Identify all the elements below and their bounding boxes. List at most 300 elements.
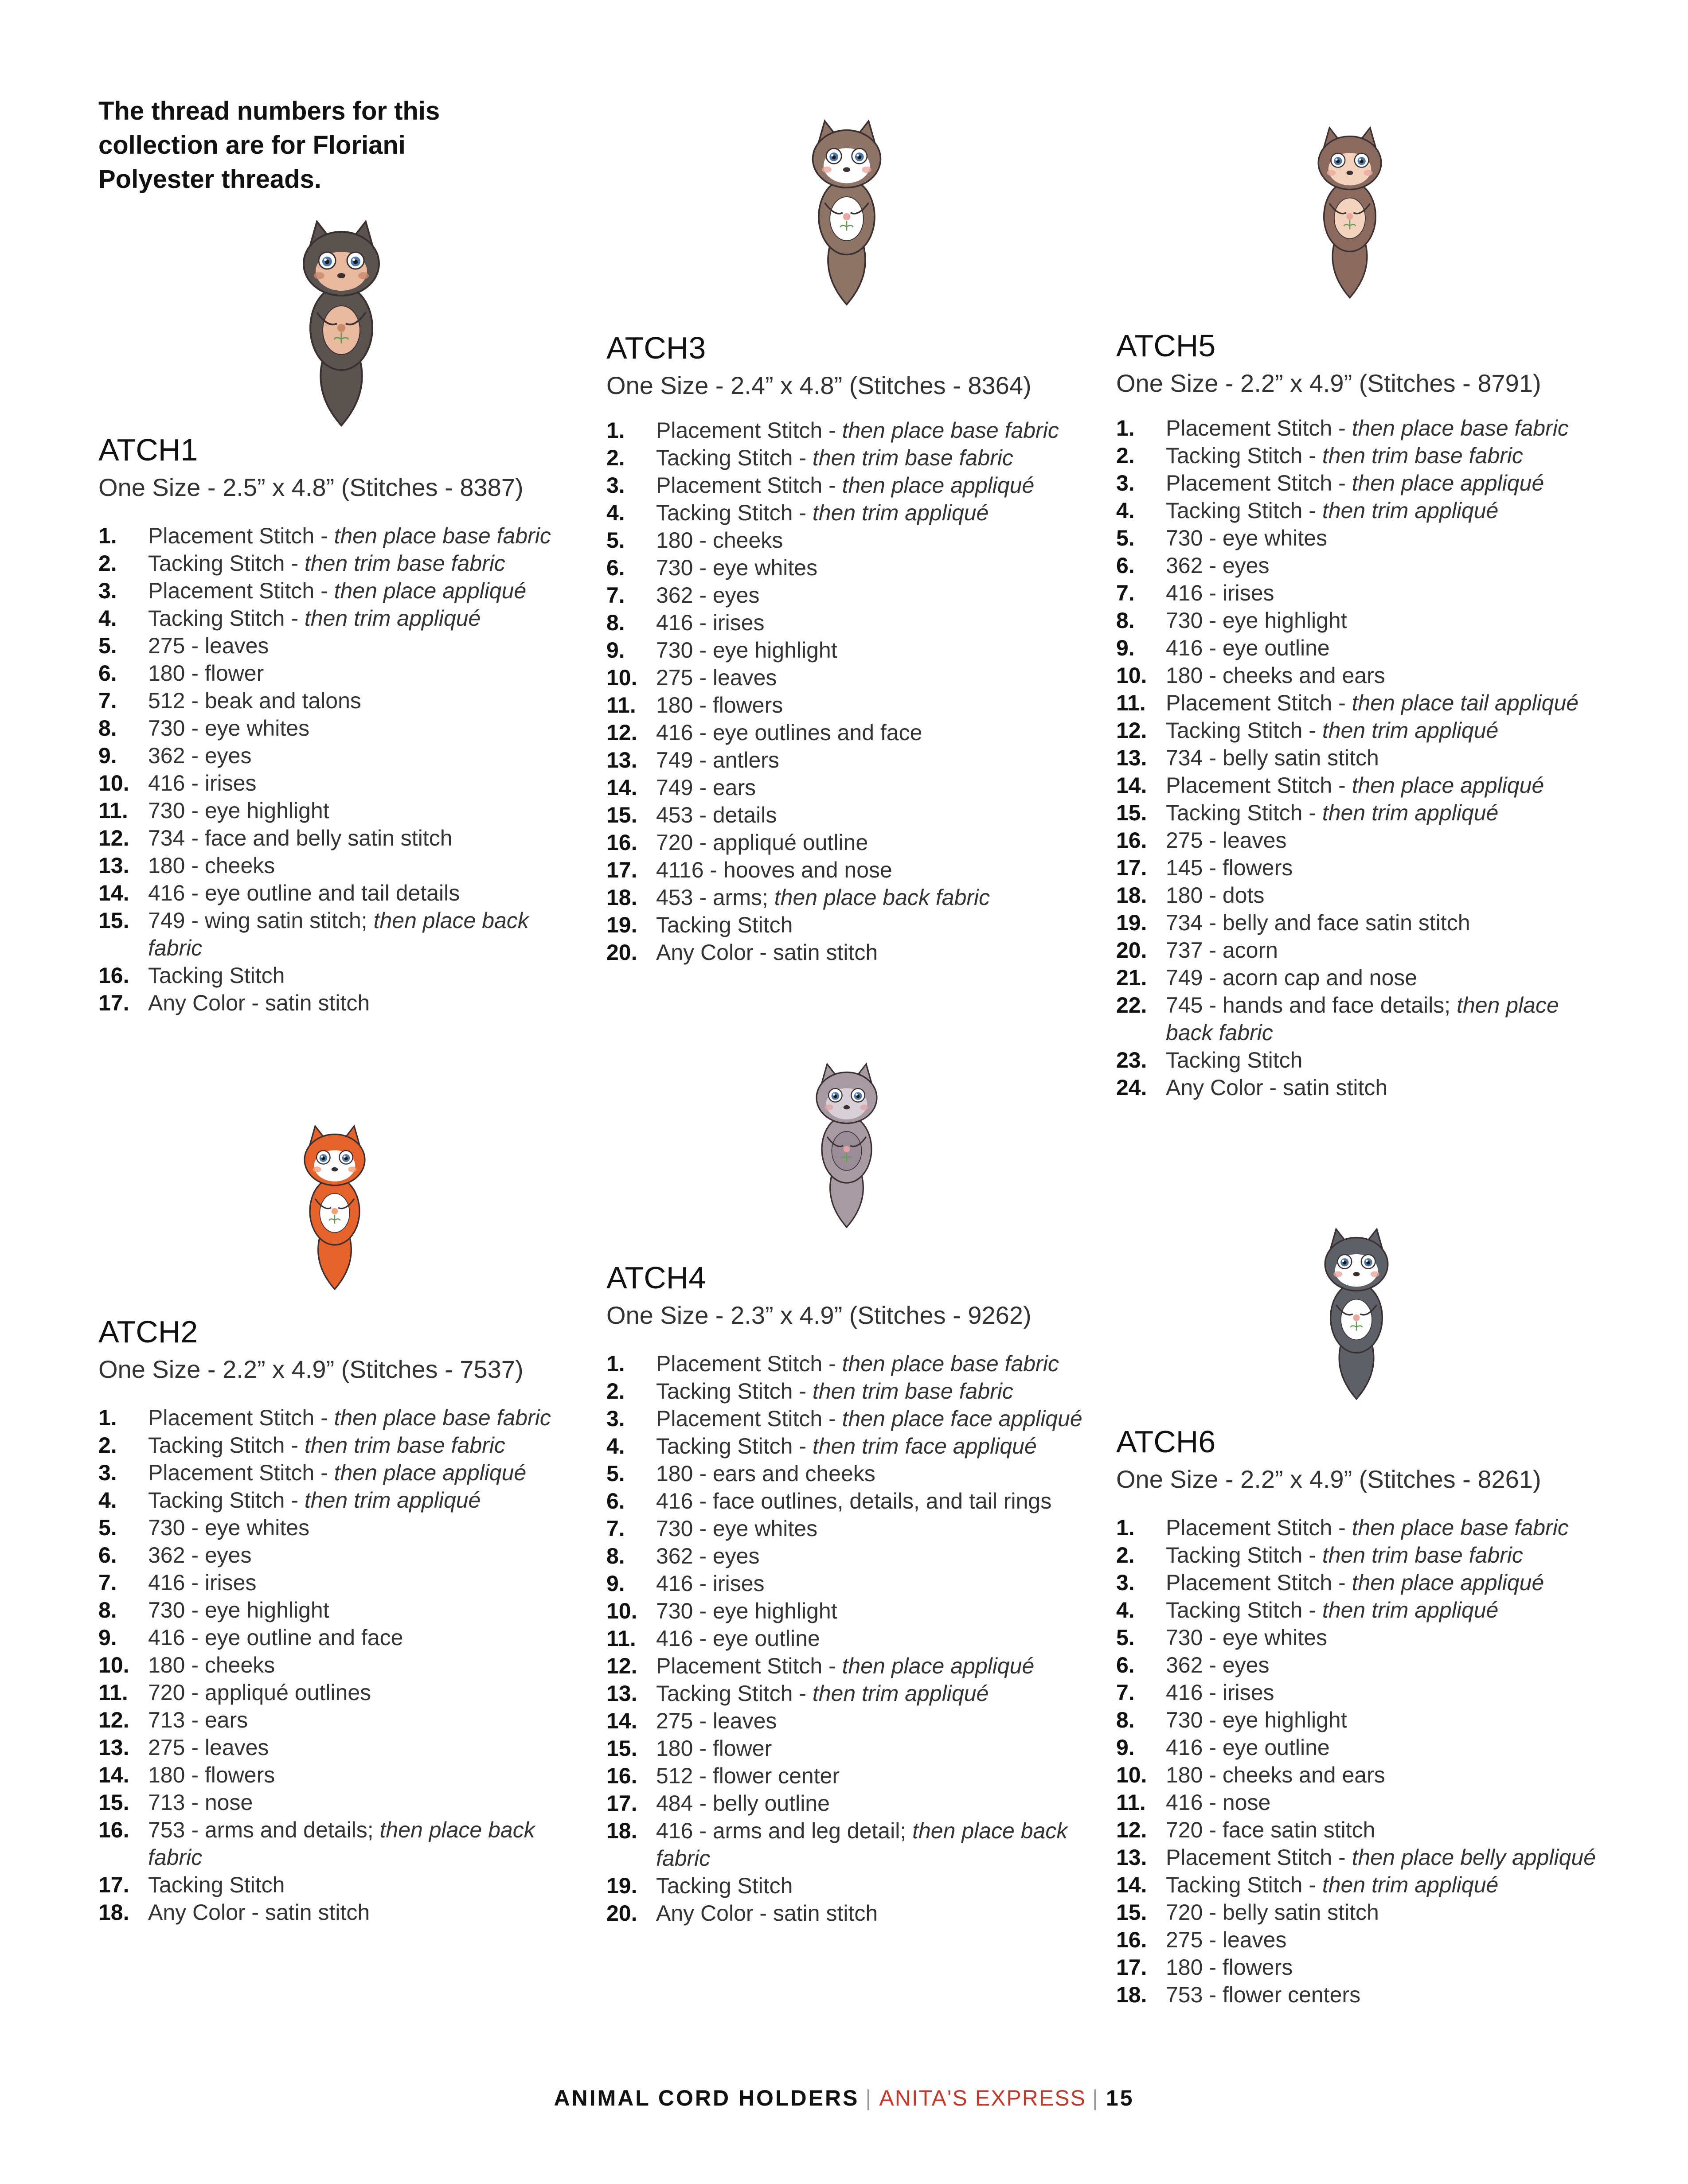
step-text: Placement Stitch - [656,418,842,443]
step-text: Placement Stitch - [656,1351,842,1376]
step-item [606,746,1085,774]
step-item [98,824,568,852]
step-item [98,769,568,797]
cheek-mark [1327,170,1336,176]
step-item [606,526,1085,554]
step-item [1116,1734,1608,1761]
step-instruction: then trim face appliqué [812,1434,1037,1459]
step-text: 720 - appliqué outline [656,830,868,855]
step-list [98,522,568,1017]
intro-note: The thread numbers for this collection are for Floriani Polyester threads. [98,97,440,194]
step-number: 14. [1116,773,1147,798]
step-item [98,1706,568,1734]
step-text: Tacking Stitch - [656,1681,813,1706]
step-item [1116,1981,1608,2008]
step-number: 8. [98,716,117,741]
step-instruction: then place base fabric [334,1405,551,1430]
eye-highlight [321,1155,323,1158]
step-text: Placement Stitch - [1166,1570,1352,1595]
step-instruction: then place back fabric [774,885,990,910]
footer-brand: ANITA'S EXPRESS [879,2086,1086,2110]
step-item [1116,442,1608,469]
step-text: Tacking Stitch [656,1873,793,1898]
step-text: 730 - eye whites [656,1516,818,1541]
step-instruction: then trim base fabric [812,1379,1013,1404]
step-instruction: then place back fabric [148,1817,535,1870]
step-text: Tacking Stitch - [1166,1598,1322,1622]
footer-separator: | [865,2086,873,2110]
step-number: 2. [606,1379,625,1404]
step-item [1116,881,1608,909]
design-size: One Size - 2.2” x 4.9” (Stitches - 8791) [1116,369,1541,397]
step-instruction: then trim appliqué [304,606,481,631]
step-text: Tacking Stitch [1166,1048,1303,1072]
flower-mark [1347,213,1353,220]
step-item [98,659,568,687]
step-number: 6. [1116,553,1135,578]
step-text: Any Color - satin stitch [148,991,370,1015]
cheek-mark [862,167,871,173]
step-item [1116,1899,1608,1926]
step-instruction: then trim appliqué [1322,800,1499,825]
step-number: 17. [606,1791,637,1816]
step-number: 8. [1116,1708,1135,1732]
flower-mark [843,213,850,220]
step-instruction: then place back fabric [656,1818,1068,1871]
step-number: 11. [606,1626,636,1651]
nose-mark [843,167,850,172]
step-number: 15. [606,803,637,827]
step-number: 3. [98,578,117,603]
step-text: 749 - ears [656,775,756,800]
step-number: 20. [606,1901,637,1926]
step-text: Tacking Stitch - [148,606,305,631]
step-text: 737 - acorn [1166,938,1278,963]
step-instruction: then trim appliqué [1322,718,1499,743]
step-number: 10. [98,771,129,796]
step-number: 17. [98,1872,129,1897]
step-number: 5. [98,1515,117,1540]
step-text: 734 - belly satin stitch [1166,745,1379,770]
step-text: 416 - irises [148,771,257,796]
step-item [606,1460,1085,1487]
step-item [1116,964,1608,991]
step-number: 5. [606,528,625,553]
step-item [606,444,1085,472]
step-item [606,499,1085,526]
step-text: Tacking Stitch - [656,1379,813,1404]
step-number: 9. [98,743,117,768]
step-text: Placement Stitch - [1166,773,1352,798]
step-item [606,417,1085,444]
step-text: Tacking Stitch - [1166,800,1322,825]
step-text: 362 - eyes [1166,553,1270,578]
step-text: 362 - eyes [1166,1653,1270,1677]
step-item [606,1707,1085,1735]
step-number: 1. [606,1351,625,1376]
step-number: 2. [98,1433,117,1458]
step-item [98,1404,568,1431]
step-number: 21. [1116,965,1147,990]
step-instruction: then trim appliqué [304,1488,481,1513]
step-text: 484 - belly outline [656,1791,830,1816]
step-text: Placement Stitch - [1166,1515,1352,1540]
step-text: Tacking Stitch [148,1872,285,1897]
step-text: Tacking Stitch - [148,1488,305,1513]
step-item [606,664,1085,691]
step-instruction: then trim base fabric [304,1433,505,1458]
cheek-mark [348,1166,356,1172]
step-text: Placement Stitch - [656,1654,842,1678]
design-size: One Size - 2.5” x 4.8” (Stitches - 8387) [98,473,524,501]
eye-highlight [1359,159,1361,161]
wolf-cord-holder-image [1301,1210,1412,1418]
step-number: 20. [1116,938,1147,963]
step-instruction: then place appliqué [334,578,527,603]
step-text: 453 - details [656,803,777,827]
step-item [1116,1651,1608,1679]
step-text: Tacking Stitch - [656,1434,813,1459]
step-number: 1. [1116,1515,1135,1540]
step-item [1116,1789,1608,1816]
step-number: 13. [1116,745,1147,770]
step-item [98,1789,568,1816]
step-instruction: then place base fabric [1352,1515,1569,1540]
step-item [606,1762,1085,1790]
step-number: 14. [606,1708,637,1733]
step-number: 13. [98,1735,129,1760]
step-number: 1. [606,418,625,443]
step-text: Tacking Stitch [656,913,793,937]
step-text: 416 - face outlines, details, and tail rings [656,1489,1052,1513]
step-item [1116,579,1608,607]
chipmunk-cord-holder-image [1294,106,1405,319]
step-text: 734 - belly and face satin stitch [1166,910,1470,935]
step-item [606,1680,1085,1707]
eye-highlight [1336,159,1338,161]
step-instruction: then trim appliqué [1322,498,1499,523]
step-number: 14. [1116,1872,1147,1897]
step-item [606,1872,1085,1899]
step-item [98,1816,568,1871]
step-item [606,554,1085,581]
step-instruction: then place belly appliqué [1352,1845,1596,1870]
step-number: 1. [1116,416,1135,441]
step-text: 730 - eye whites [656,555,818,580]
eye-highlight [833,1093,835,1096]
step-item [606,939,1085,966]
step-instruction: then place appliqué [1352,773,1544,798]
step-text: 713 - ears [148,1708,248,1732]
step-item [606,1542,1085,1570]
step-item [606,1899,1085,1927]
step-instruction: then trim base fabric [1322,443,1523,468]
step-number: 2. [1116,443,1135,468]
step-text: 180 - ears and cheeks [656,1461,875,1486]
nose-mark [844,1105,850,1110]
step-text: 734 - face and belly satin stitch [148,826,453,850]
design-atch4 [606,1258,1085,1927]
step-instruction: then place base fabric [842,418,1059,443]
design-code: ATCH6 [1116,1424,1216,1459]
step-item [606,1652,1085,1680]
step-instruction: then place appliqué [842,1654,1035,1678]
step-text: Placement Stitch - [148,523,334,548]
step-text: 416 - irises [1166,581,1274,605]
step-item [1116,1541,1608,1569]
step-item [98,1624,568,1651]
step-text: 180 - cheeks [148,853,275,878]
step-text: Placement Stitch - [148,578,334,603]
design-atch3 [606,328,1085,966]
step-text: 416 - eye outlines and face [656,720,922,745]
step-text: 749 - antlers [656,748,779,772]
step-text: 180 - flower [148,661,264,686]
step-number: 1. [98,1405,117,1430]
step-number: 17. [1116,1955,1147,1980]
step-item [98,1734,568,1761]
step-item [98,1431,568,1459]
step-text: 416 - eye outline and tail details [148,881,460,905]
step-item [606,884,1085,911]
eye-highlight [856,1093,858,1096]
cheek-mark [824,1104,833,1110]
step-item [98,852,568,879]
step-number: 10. [606,665,637,690]
step-number: 8. [606,1544,625,1568]
step-text: Placement Stitch - [148,1405,334,1430]
step-text: 416 - eye outline and face [148,1625,403,1650]
step-item [606,1597,1085,1625]
step-number: 9. [1116,1735,1135,1760]
eye-highlight [352,258,355,261]
step-item [1116,414,1608,442]
step-number: 15. [98,1790,129,1815]
step-text: 275 - leaves [1166,828,1287,853]
step-item [1116,1706,1608,1734]
step-item [606,636,1085,664]
step-number: 22. [1116,993,1147,1018]
step-item [98,1486,568,1514]
step-item [1116,1569,1608,1596]
step-number: 17. [98,991,129,1015]
design-code: ATCH3 [606,331,706,365]
step-text: 753 - arms and details; [148,1817,380,1842]
nose-mark [1353,1272,1360,1276]
step-text: 180 - flowers [656,693,783,718]
step-number: 9. [98,1625,117,1650]
design-code: ATCH1 [98,433,198,467]
step-instruction: then place base fabric [334,523,551,548]
step-number: 7. [1116,1680,1135,1705]
step-number: 19. [606,913,637,937]
step-item [1116,1596,1608,1624]
step-text: 362 - eyes [656,583,760,608]
step-text: 730 - eye highlight [1166,1708,1347,1732]
cheek-mark [358,272,369,279]
step-item [1116,1074,1608,1101]
footer-title: ANIMAL CORD HOLDERS [554,2086,860,2110]
step-number: 7. [1116,581,1135,605]
step-number: 16. [98,963,129,988]
step-number: 18. [1116,883,1147,908]
step-item [606,911,1085,939]
step-number: 15. [1116,800,1147,825]
owl-cord-holder-image [275,217,408,430]
design-size: One Size - 2.4” x 4.8” (Stitches - 8364) [606,371,1032,399]
step-text: 4116 - hooves and nose [656,858,892,882]
design-atch6 [1116,1422,1608,2008]
step-item [1116,469,1608,497]
step-number: 12. [1116,1817,1147,1842]
step-item [606,1487,1085,1515]
step-text: 730 - eye whites [148,716,310,741]
step-number: 5. [1116,1625,1135,1650]
step-instruction: then place face appliqué [842,1406,1082,1431]
step-item [98,1761,568,1789]
step-number: 16. [98,1817,129,1842]
step-text: 753 - flower centers [1166,1982,1361,2007]
step-item [98,907,568,962]
step-number: 5. [98,633,117,658]
flower-mark [337,324,345,332]
step-item [1116,1954,1608,1981]
step-number: 18. [1116,1982,1147,2007]
step-instruction: then place appliqué [1352,1570,1544,1595]
step-item [606,609,1085,636]
step-text: Any Color - satin stitch [656,940,878,965]
step-text: Tacking Stitch - [1166,1872,1322,1897]
eye-highlight [344,1155,346,1158]
step-number: 7. [606,1516,625,1541]
eye-highlight [857,154,859,156]
step-item [606,856,1085,884]
step-text: 730 - eye highlight [1166,608,1347,633]
step-text: 720 - appliqué outlines [148,1680,371,1705]
step-text: Any Color - satin stitch [1166,1075,1388,1100]
flower-mark [844,1146,850,1152]
step-text: 145 - flowers [1166,855,1293,880]
step-number: 5. [1116,526,1135,550]
step-text: 730 - eye whites [1166,526,1328,550]
step-item [98,604,568,632]
cheek-mark [1364,170,1373,176]
step-text: 416 - irises [656,610,765,635]
step-text: 416 - irises [656,1571,765,1596]
eye-highlight [1366,1260,1368,1262]
step-text: 180 - cheeks [656,528,783,553]
step-text: 416 - eye outline [656,1626,820,1651]
cheek-mark [313,1166,321,1172]
step-text: 275 - leaves [656,1708,777,1733]
step-list [1116,414,1608,1101]
step-text: 362 - eyes [656,1544,760,1568]
step-item [1116,991,1608,1046]
cheek-mark [1333,1271,1342,1277]
step-instruction: then place back fabric [148,908,529,960]
design-size: One Size - 2.3” x 4.9” (Stitches - 9262) [606,1301,1032,1329]
step-number: 14. [98,881,129,905]
step-item [1116,524,1608,552]
step-item [606,472,1085,499]
step-number: 19. [1116,910,1147,935]
step-text: 275 - leaves [148,633,269,658]
step-instruction: then trim appliqué [812,1681,989,1706]
step-instruction: then trim base fabric [1322,1543,1523,1568]
design-size: One Size - 2.2” x 4.9” (Stitches - 7537) [98,1355,524,1383]
step-text: Tacking Stitch - [1166,718,1322,743]
step-number: 2. [606,445,625,470]
step-text: 749 - wing satin stitch; [148,908,374,933]
step-instruction: then trim base fabric [304,551,505,576]
step-number: 18. [606,885,637,910]
step-number: 3. [1116,471,1135,495]
page-footer [0,2085,1688,2111]
cheek-mark [1371,1271,1379,1277]
nose-mark [332,1167,338,1172]
step-item [98,1569,568,1596]
step-number: 4. [606,500,625,525]
step-item [1116,744,1608,772]
step-number: 24. [1116,1075,1147,1100]
step-text: Placement Stitch - [1166,416,1352,441]
design-atch1 [98,430,568,1017]
design-code: ATCH2 [98,1314,198,1349]
step-item [606,1350,1085,1377]
step-text: 362 - eyes [148,1543,252,1568]
step-number: 9. [1116,636,1135,660]
step-instruction: then place base fabric [842,1351,1059,1376]
step-number: 8. [98,1598,117,1622]
step-item [1116,909,1608,936]
step-number: 6. [98,1543,117,1568]
step-instruction: then trim base fabric [812,445,1013,470]
step-number: 7. [606,583,625,608]
step-number: 8. [606,610,625,635]
step-text: Placement Stitch - [656,1406,842,1431]
step-number: 10. [1116,663,1147,688]
step-number: 5. [606,1461,625,1486]
step-text: 416 - irises [1166,1680,1274,1705]
step-number: 17. [1116,855,1147,880]
design-size: One Size - 2.2” x 4.9” (Stitches - 8261) [1116,1465,1541,1493]
step-item [606,801,1085,829]
step-number: 11. [98,798,128,823]
step-text: Tacking Stitch - [1166,443,1322,468]
step-number: 13. [1116,1845,1147,1870]
step-number: 4. [1116,1598,1135,1622]
footer-separator: | [1092,2086,1100,2110]
step-item [1116,936,1608,964]
step-number: 19. [606,1873,637,1898]
step-text: 730 - eye highlight [148,1598,329,1622]
step-item [98,714,568,742]
step-item [1116,1844,1608,1871]
step-text: 745 - hands and face details; [1166,993,1457,1018]
step-number: 3. [1116,1570,1135,1595]
step-number: 1. [98,523,117,548]
step-item [606,1515,1085,1542]
step-item [98,1871,568,1899]
step-number: 10. [98,1653,129,1677]
raccoon-cord-holder-image [793,1044,900,1248]
step-text: 749 - acorn cap and nose [1166,965,1418,990]
step-number: 16. [1116,828,1147,853]
step-item [1116,1679,1608,1706]
step-item [1116,1624,1608,1651]
step-number: 13. [98,853,129,878]
step-instruction: then place appliqué [842,473,1035,498]
